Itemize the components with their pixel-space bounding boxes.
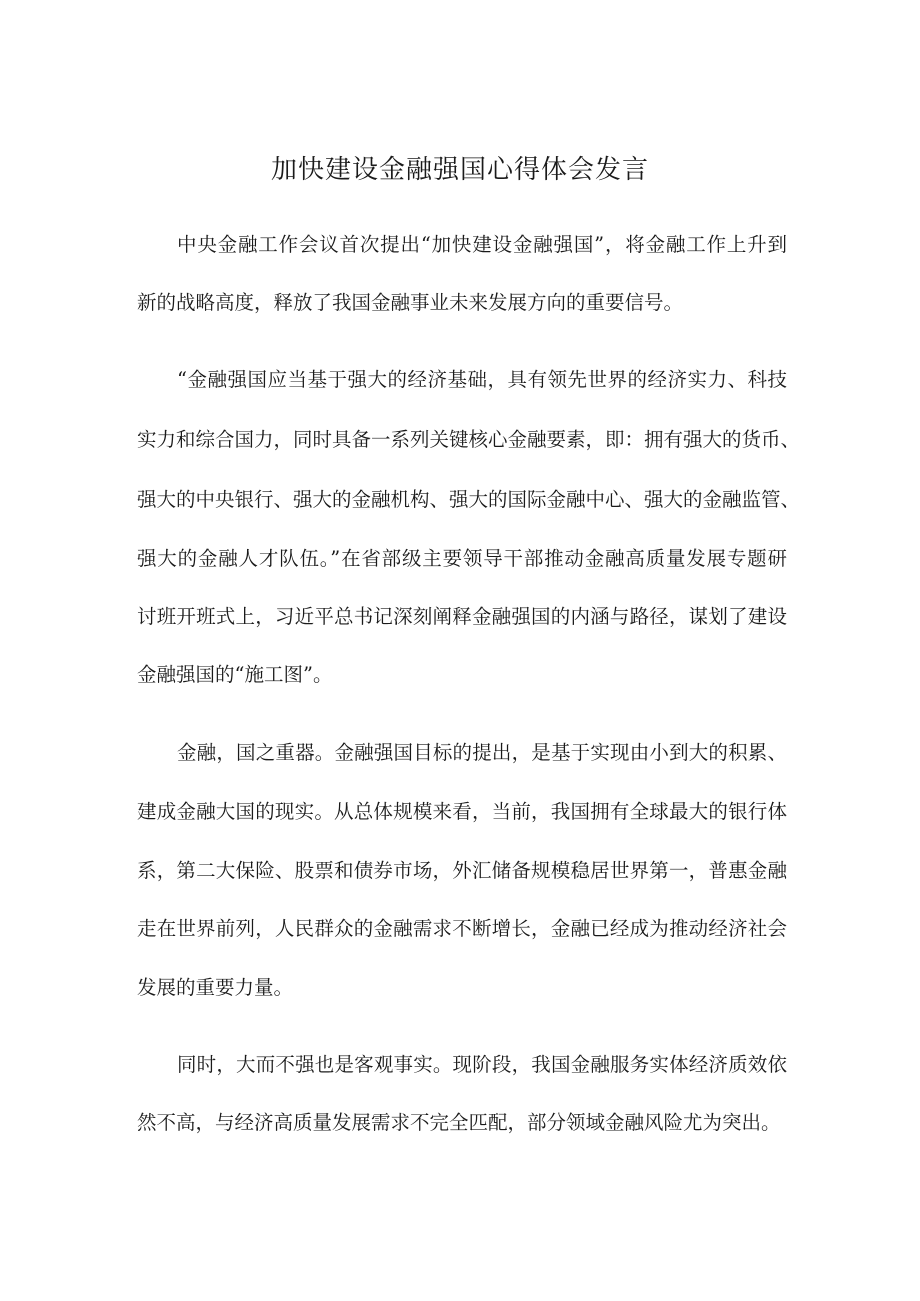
paragraph-4-line-1: 同时，大而不强也是客观事实。现阶段，我国金融服务实体经济质效依	[177, 1053, 787, 1076]
paragraph-2-line-2: 实力和综合国力，同时具备一系列关键核心金融要素，即：拥有强大的货币、	[137, 428, 801, 451]
document-title: 加快建设金融强国心得体会发言	[270, 155, 649, 185]
paragraph-3-line-3: 系，第二大保险、股票和债券市场，外汇储备规模稳居世界第一，普惠金融	[137, 859, 787, 882]
paragraph-4-line-2: 然不高，与经济高质量发展需求不完全匹配，部分领域金融风险尤为突出。	[137, 1111, 781, 1134]
paragraph-2-line-6: 金融强国的“施工图”。	[137, 663, 333, 686]
paragraph-3-line-4: 走在世界前列，人民群众的金融需求不断增长，金融已经成为推动经济社会	[137, 917, 787, 940]
paragraph-3-line-1: 金融，国之重器。金融强国目标的提出，是基于实现由小到大的积累、	[177, 741, 787, 764]
paragraph-1-line-1: 中央金融工作会议首次提出“加快建设金融强国”，将金融工作上升到	[177, 233, 787, 256]
paragraph-3-line-2: 建成金融大国的现实。从总体规模来看，当前，我国拥有全球最大的银行体	[137, 800, 787, 823]
paragraph-1-line-2: 新的战略高度，释放了我国金融事业未来发展方向的重要信号。	[137, 291, 684, 314]
paragraph-2-line-4: 强大的金融人才队伍。”在省部级主要领导干部推动金融高质量发展专题研	[137, 547, 787, 570]
paragraph-2-line-1: “金融强国应当基于强大的经济基础，具有领先世界的经济实力、科技	[177, 368, 787, 391]
paragraph-2-line-3: 强大的中央银行、强大的金融机构、强大的国际金融中心、强大的金融监管、	[137, 488, 801, 511]
paragraph-3-line-5: 发展的重要力量。	[137, 976, 294, 999]
paragraph-2-line-5: 讨班开班式上，习近平总书记深刻阐释金融强国的内涵与路径，谋划了建设	[137, 605, 787, 628]
